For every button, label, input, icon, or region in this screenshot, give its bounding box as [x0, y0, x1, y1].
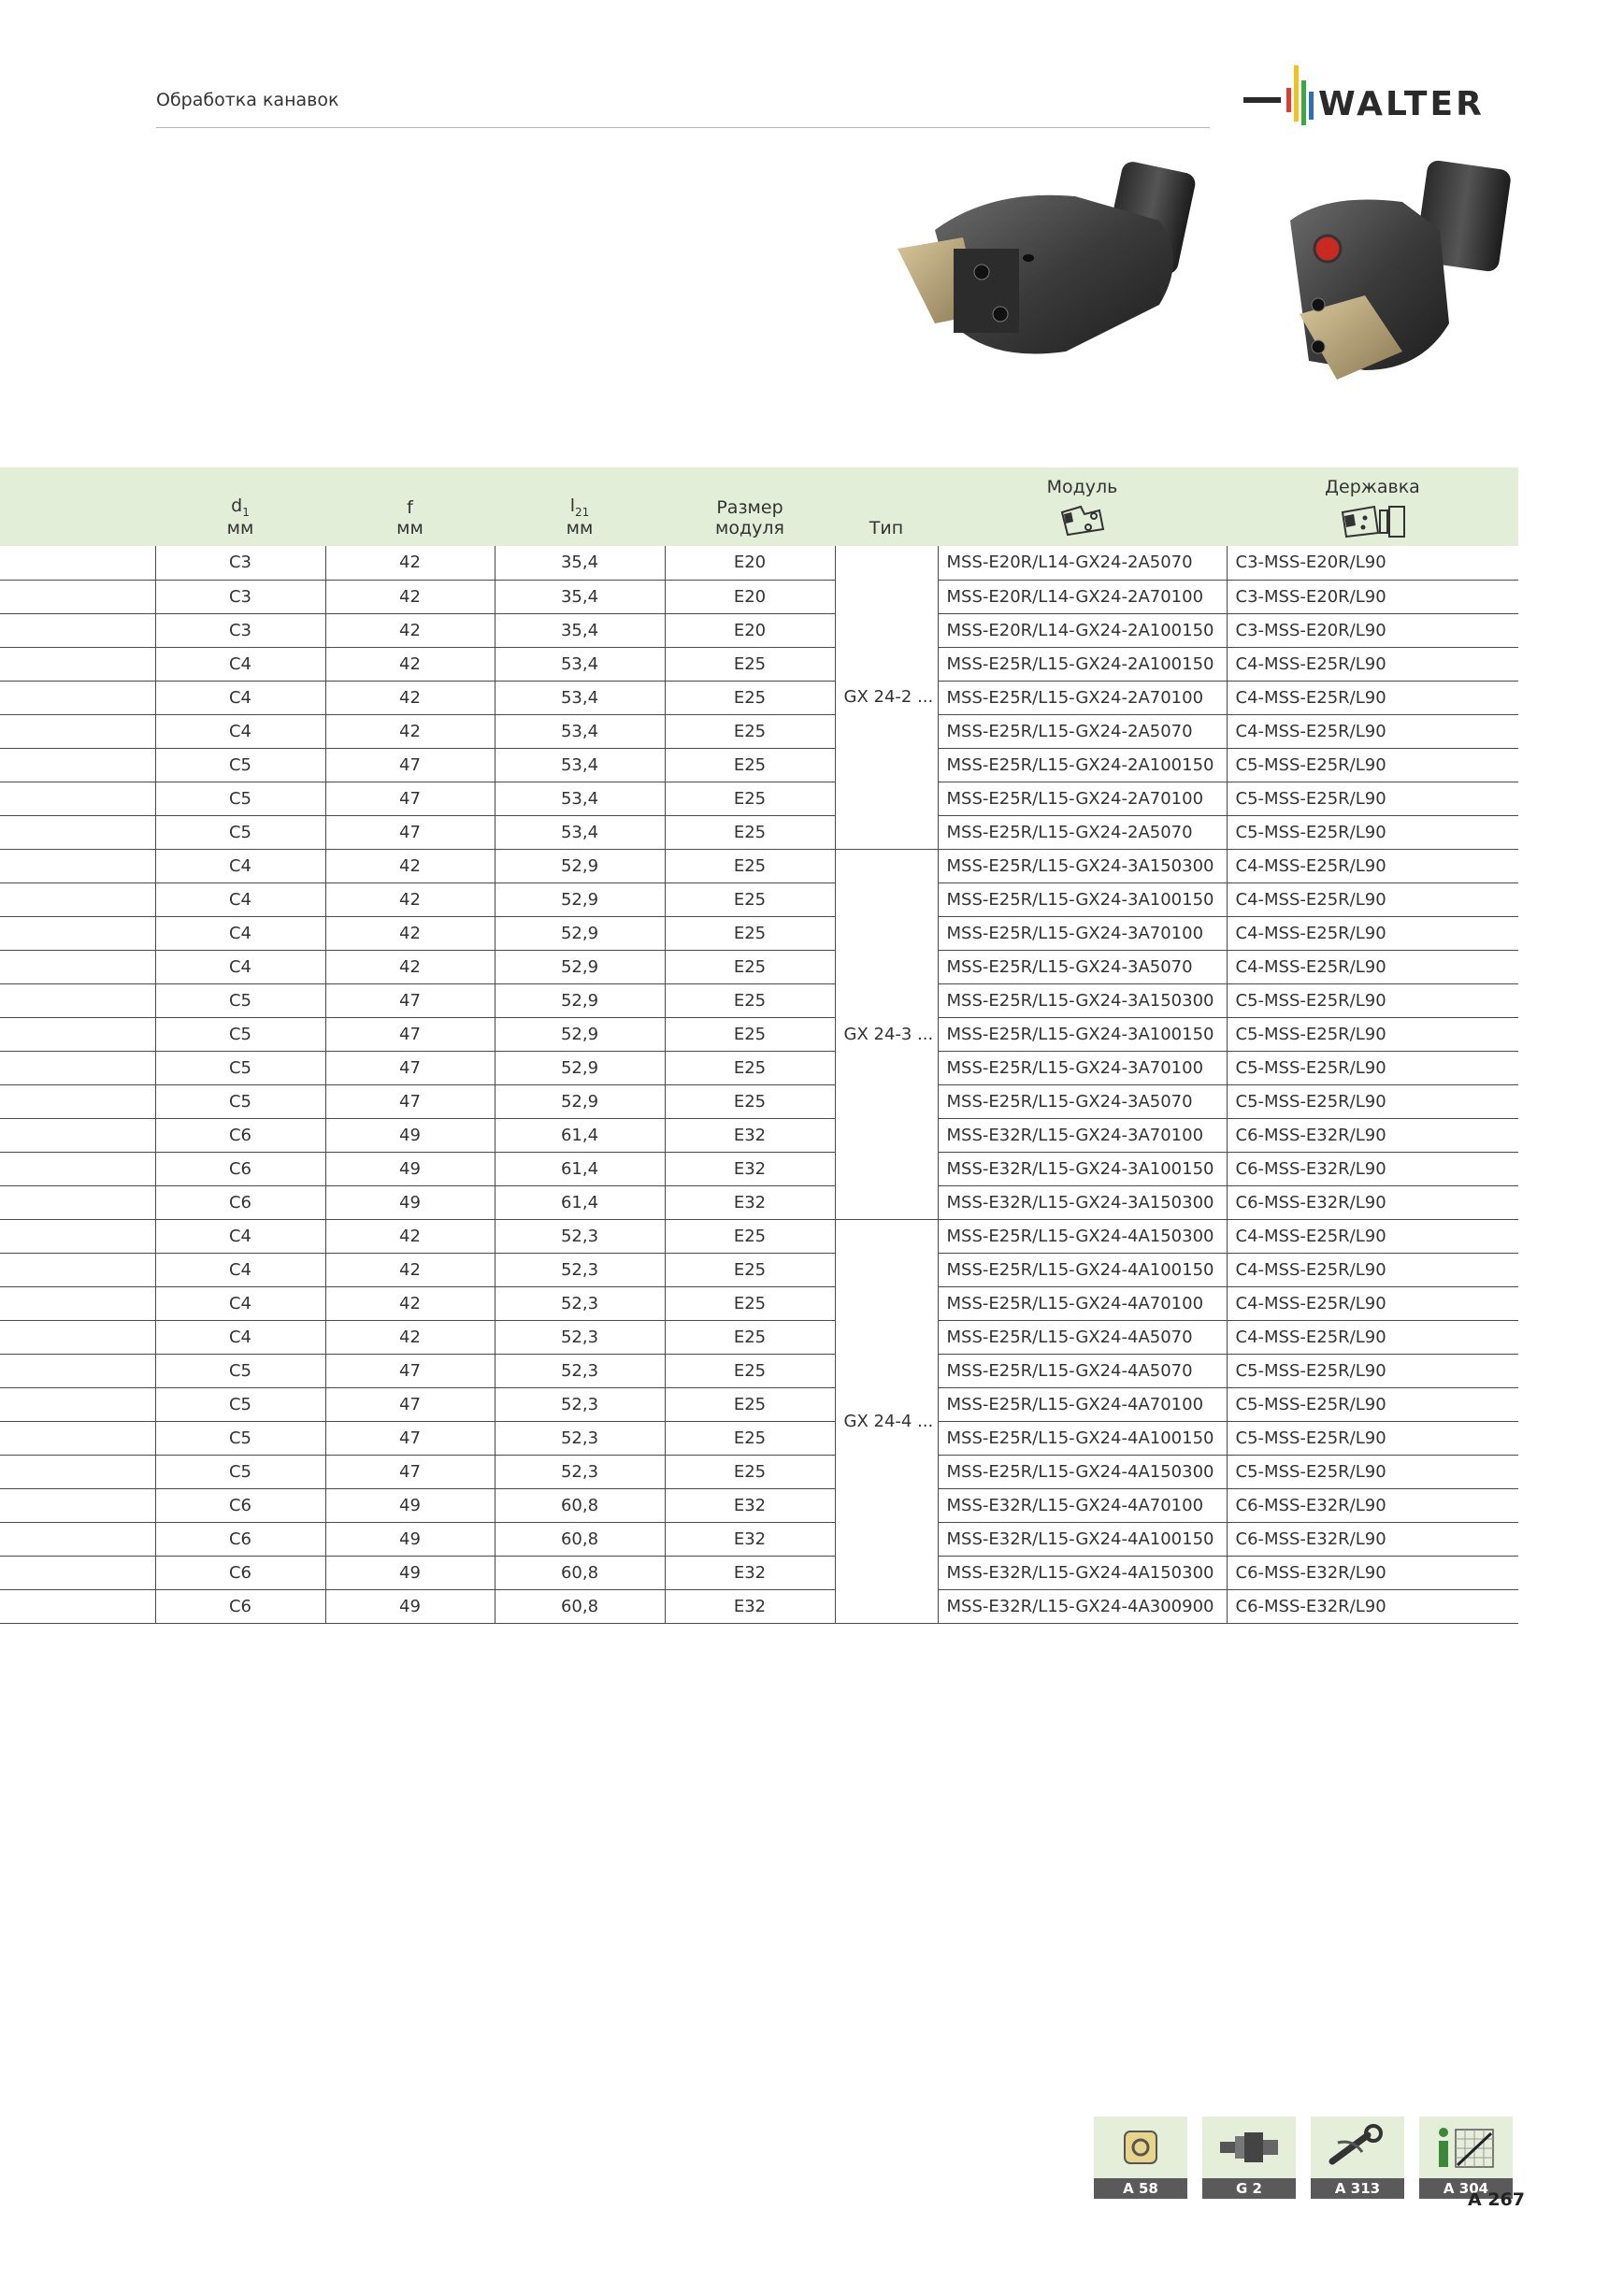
cell-d1: C6 — [155, 1522, 325, 1556]
cell-module-code: MSS-E25R/L15-GX24-3A100150 — [938, 883, 1227, 916]
cell-type: GX 24-3 ... — [835, 849, 938, 1219]
cell-module-size: E20 — [665, 580, 835, 613]
cell-holder-code: C5-MSS-E25R/L90 — [1227, 1017, 1518, 1051]
cell-module-code: MSS-E25R/L15-GX24-3A70100 — [938, 1051, 1227, 1084]
cell-module-size: E32 — [665, 1152, 835, 1185]
row-blank-cell — [0, 883, 155, 916]
cell-holder-code: C4-MSS-E25R/L90 — [1227, 916, 1518, 950]
cell-d1: C4 — [155, 1320, 325, 1354]
cell-f: 47 — [325, 815, 495, 849]
table-row — [0, 580, 1518, 613]
cell-l21: 35,4 — [495, 580, 665, 613]
cell-f: 42 — [325, 883, 495, 916]
table-row — [0, 1387, 1518, 1421]
reference-links — [1094, 2117, 1513, 2199]
cell-d1: C4 — [155, 681, 325, 714]
table-row — [0, 983, 1518, 1017]
reference-wrench[interactable]: A 313 — [1311, 2117, 1404, 2199]
cell-holder-code: C6-MSS-E32R/L90 — [1227, 1522, 1518, 1556]
cell-f: 49 — [325, 1556, 495, 1589]
cell-module-size: E25 — [665, 1455, 835, 1488]
cell-f: 47 — [325, 1017, 495, 1051]
cell-module-code: MSS-E25R/L15-GX24-3A150300 — [938, 849, 1227, 883]
cell-holder-code: C6-MSS-E32R/L90 — [1227, 1488, 1518, 1522]
cell-module-code: MSS-E20R/L14-GX24-2A70100 — [938, 580, 1227, 613]
row-blank-cell — [0, 748, 155, 782]
header-divider — [156, 127, 1210, 128]
cell-holder-code: C4-MSS-E25R/L90 — [1227, 950, 1518, 983]
cell-module-size: E25 — [665, 681, 835, 714]
row-blank-cell — [0, 546, 155, 580]
table-row — [0, 1488, 1518, 1522]
cell-f: 42 — [325, 613, 495, 647]
reference-insert[interactable]: A 58 — [1094, 2117, 1187, 2199]
cell-type: GX 24-2 ... — [835, 546, 938, 849]
table-row — [0, 849, 1518, 883]
cell-holder-code: C3-MSS-E20R/L90 — [1227, 613, 1518, 647]
table-row — [0, 1320, 1518, 1354]
cell-d1: C3 — [155, 546, 325, 580]
cell-f: 47 — [325, 1421, 495, 1455]
row-blank-cell — [0, 950, 155, 983]
cell-l21: 61,4 — [495, 1185, 665, 1219]
table-row — [0, 1522, 1518, 1556]
header-module-size: Размер модуля — [715, 497, 784, 538]
row-blank-cell — [0, 1488, 155, 1522]
cell-module-code: MSS-E25R/L15-GX24-2A70100 — [938, 782, 1227, 815]
cell-module-code: MSS-E25R/L15-GX24-2A100150 — [938, 647, 1227, 681]
cell-module-code: MSS-E25R/L15-GX24-3A100150 — [938, 1017, 1227, 1051]
cell-module-size: E25 — [665, 714, 835, 748]
cell-module-size: E25 — [665, 1286, 835, 1320]
cell-holder-code: C4-MSS-E25R/L90 — [1227, 1219, 1518, 1253]
cell-module-code: MSS-E25R/L15-GX24-4A5070 — [938, 1354, 1227, 1387]
cell-holder-code: C5-MSS-E25R/L90 — [1227, 1421, 1518, 1455]
cell-d1: C5 — [155, 748, 325, 782]
cell-l21: 52,9 — [495, 1051, 665, 1084]
table-row — [0, 714, 1518, 748]
row-blank-cell — [0, 1522, 155, 1556]
cell-d1: C5 — [155, 1354, 325, 1387]
table-row — [0, 1084, 1518, 1118]
cell-l21: 35,4 — [495, 613, 665, 647]
cell-l21: 60,8 — [495, 1589, 665, 1623]
cell-l21: 52,9 — [495, 950, 665, 983]
table-row — [0, 1556, 1518, 1589]
header-module: Модуль — [938, 467, 1227, 546]
cell-f: 47 — [325, 1354, 495, 1387]
cell-f: 47 — [325, 1051, 495, 1084]
cell-f: 42 — [325, 1219, 495, 1253]
cell-holder-code: C5-MSS-E25R/L90 — [1227, 1455, 1518, 1488]
cell-module-code: MSS-E25R/L15-GX24-2A5070 — [938, 714, 1227, 748]
cell-module-code: MSS-E20R/L14-GX24-2A5070 — [938, 546, 1227, 580]
tool-holder-icon — [1216, 2127, 1282, 2168]
cell-module-code: MSS-E25R/L15-GX24-2A5070 — [938, 815, 1227, 849]
cell-module-size: E25 — [665, 647, 835, 681]
cell-l21: 52,9 — [495, 983, 665, 1017]
row-blank-cell — [0, 1084, 155, 1118]
cell-d1: C3 — [155, 613, 325, 647]
cell-d1: C5 — [155, 1455, 325, 1488]
table-row — [0, 1589, 1518, 1623]
cell-d1: C6 — [155, 1118, 325, 1152]
row-blank-cell — [0, 782, 155, 815]
section-title: Обработка канавок — [156, 90, 339, 110]
cell-l21: 52,3 — [495, 1286, 665, 1320]
page-number: A 267 — [1468, 2189, 1525, 2210]
cell-l21: 52,3 — [495, 1455, 665, 1488]
cell-d1: C4 — [155, 647, 325, 681]
cell-module-code: MSS-E25R/L15-GX24-3A5070 — [938, 950, 1227, 983]
cell-f: 42 — [325, 647, 495, 681]
cell-module-code: MSS-E25R/L15-GX24-2A100150 — [938, 748, 1227, 782]
cell-module-size: E25 — [665, 950, 835, 983]
cell-module-size: E25 — [665, 1017, 835, 1051]
row-blank-cell — [0, 1051, 155, 1084]
cell-l21: 52,9 — [495, 916, 665, 950]
holder-icon — [1337, 501, 1408, 538]
row-blank-cell — [0, 1387, 155, 1421]
cell-l21: 61,4 — [495, 1118, 665, 1152]
cell-f: 49 — [325, 1488, 495, 1522]
cell-module-size: E20 — [665, 546, 835, 580]
table-row — [0, 1421, 1518, 1455]
row-blank-cell — [0, 1455, 155, 1488]
cell-d1: C4 — [155, 916, 325, 950]
cell-l21: 60,8 — [495, 1556, 665, 1589]
cell-module-size: E32 — [665, 1488, 835, 1522]
cell-holder-code: C5-MSS-E25R/L90 — [1227, 1354, 1518, 1387]
cell-l21: 53,4 — [495, 714, 665, 748]
module-icon — [1056, 501, 1109, 538]
cell-l21: 53,4 — [495, 681, 665, 714]
row-blank-cell — [0, 1219, 155, 1253]
cell-l21: 52,9 — [495, 883, 665, 916]
table-header-row — [0, 467, 1518, 546]
cell-holder-code: C6-MSS-E32R/L90 — [1227, 1185, 1518, 1219]
cell-holder-code: C5-MSS-E25R/L90 — [1227, 1387, 1518, 1421]
header-f: f мм — [396, 497, 424, 538]
cell-f: 42 — [325, 1286, 495, 1320]
cell-holder-code: C6-MSS-E32R/L90 — [1227, 1589, 1518, 1623]
cell-module-code: MSS-E32R/L15-GX24-4A70100 — [938, 1488, 1227, 1522]
cell-d1: C4 — [155, 1286, 325, 1320]
cell-f: 49 — [325, 1152, 495, 1185]
cell-module-size: E32 — [665, 1118, 835, 1152]
cell-module-size: E25 — [665, 883, 835, 916]
row-blank-cell — [0, 983, 155, 1017]
insert-icon — [1117, 2124, 1164, 2171]
cell-module-size: E25 — [665, 1219, 835, 1253]
cell-module-code: MSS-E25R/L15-GX24-3A5070 — [938, 1084, 1227, 1118]
row-blank-cell — [0, 916, 155, 950]
cell-holder-code: C4-MSS-E25R/L90 — [1227, 714, 1518, 748]
row-blank-cell — [0, 849, 155, 883]
cell-module-size: E32 — [665, 1556, 835, 1589]
cell-holder-code: C5-MSS-E25R/L90 — [1227, 815, 1518, 849]
cell-module-code: MSS-E32R/L15-GX24-4A150300 — [938, 1556, 1227, 1589]
cell-module-code: MSS-E25R/L15-GX24-3A150300 — [938, 983, 1227, 1017]
cell-l21: 53,4 — [495, 782, 665, 815]
cell-module-code: MSS-E25R/L15-GX24-4A5070 — [938, 1320, 1227, 1354]
product-photo — [879, 155, 1518, 408]
cell-holder-code: C4-MSS-E25R/L90 — [1227, 883, 1518, 916]
cell-module-size: E25 — [665, 1253, 835, 1286]
cell-d1: C4 — [155, 950, 325, 983]
cell-d1: C5 — [155, 1084, 325, 1118]
row-blank-cell — [0, 1421, 155, 1455]
cell-holder-code: C4-MSS-E25R/L90 — [1227, 647, 1518, 681]
row-blank-cell — [0, 1185, 155, 1219]
row-blank-cell — [0, 1589, 155, 1623]
cell-f: 47 — [325, 782, 495, 815]
row-blank-cell — [0, 613, 155, 647]
cell-l21: 60,8 — [495, 1488, 665, 1522]
cell-l21: 52,9 — [495, 849, 665, 883]
cell-d1: C5 — [155, 782, 325, 815]
cell-f: 47 — [325, 983, 495, 1017]
cell-holder-code: C4-MSS-E25R/L90 — [1227, 1253, 1518, 1286]
header-blank — [0, 467, 155, 546]
table-row — [0, 815, 1518, 849]
cell-module-size: E25 — [665, 1354, 835, 1387]
cell-holder-code: C5-MSS-E25R/L90 — [1227, 782, 1518, 815]
row-blank-cell — [0, 647, 155, 681]
cell-module-code: MSS-E25R/L15-GX24-3A70100 — [938, 916, 1227, 950]
cell-l21: 53,4 — [495, 815, 665, 849]
table-row — [0, 1152, 1518, 1185]
row-blank-cell — [0, 1320, 155, 1354]
table-row — [0, 1017, 1518, 1051]
cell-module-code: MSS-E25R/L15-GX24-4A100150 — [938, 1253, 1227, 1286]
cell-f: 49 — [325, 1118, 495, 1152]
row-blank-cell — [0, 1556, 155, 1589]
table-row — [0, 1118, 1518, 1152]
cell-f: 47 — [325, 748, 495, 782]
walter-logo — [1243, 60, 1518, 131]
row-blank-cell — [0, 1017, 155, 1051]
cell-l21: 52,3 — [495, 1320, 665, 1354]
cell-module-size: E25 — [665, 748, 835, 782]
table-row — [0, 546, 1518, 580]
cell-f: 42 — [325, 916, 495, 950]
cell-d1: C5 — [155, 815, 325, 849]
header-type: Тип — [869, 518, 904, 538]
header-holder: Державка — [1227, 467, 1518, 546]
row-blank-cell — [0, 714, 155, 748]
cell-d1: C6 — [155, 1589, 325, 1623]
cell-l21: 52,3 — [495, 1219, 665, 1253]
table-row — [0, 681, 1518, 714]
cell-module-code: MSS-E25R/L15-GX24-4A150300 — [938, 1455, 1227, 1488]
cell-module-code: MSS-E32R/L15-GX24-4A300900 — [938, 1589, 1227, 1623]
cell-d1: C4 — [155, 1219, 325, 1253]
header-l21: $l_{21}$ мм — [566, 495, 594, 538]
cell-d1: C5 — [155, 1051, 325, 1084]
table-row — [0, 916, 1518, 950]
cell-module-code: MSS-E25R/L15-GX24-4A70100 — [938, 1286, 1227, 1320]
cell-f: 42 — [325, 714, 495, 748]
cell-f: 47 — [325, 1084, 495, 1118]
table-row — [0, 647, 1518, 681]
cell-module-code: MSS-E32R/L15-GX24-3A100150 — [938, 1152, 1227, 1185]
row-blank-cell — [0, 1118, 155, 1152]
cell-holder-code: C6-MSS-E32R/L90 — [1227, 1118, 1518, 1152]
cell-module-size: E25 — [665, 782, 835, 815]
cell-f: 42 — [325, 950, 495, 983]
cell-module-size: E25 — [665, 983, 835, 1017]
table-row — [0, 883, 1518, 916]
table-row — [0, 782, 1518, 815]
row-blank-cell — [0, 580, 155, 613]
cell-f: 49 — [325, 1185, 495, 1219]
cell-module-size: E32 — [665, 1589, 835, 1623]
cell-f: 42 — [325, 1253, 495, 1286]
table-row — [0, 748, 1518, 782]
cell-module-size: E25 — [665, 1320, 835, 1354]
cell-holder-code: C4-MSS-E25R/L90 — [1227, 849, 1518, 883]
cell-type: GX 24-4 ... — [835, 1219, 938, 1623]
cell-holder-code: C4-MSS-E25R/L90 — [1227, 1320, 1518, 1354]
cell-l21: 52,3 — [495, 1253, 665, 1286]
product-table — [0, 467, 1518, 1624]
cell-f: 49 — [325, 1522, 495, 1556]
cell-l21: 35,4 — [495, 546, 665, 580]
cell-d1: C4 — [155, 849, 325, 883]
table-row — [0, 1051, 1518, 1084]
row-blank-cell — [0, 1253, 155, 1286]
cell-holder-code: C5-MSS-E25R/L90 — [1227, 1084, 1518, 1118]
svg-text:WALTER: WALTER — [1318, 85, 1485, 123]
cell-d1: C3 — [155, 580, 325, 613]
cell-l21: 52,3 — [495, 1421, 665, 1455]
cell-module-code: MSS-E25R/L15-GX24-4A70100 — [938, 1387, 1227, 1421]
cell-holder-code: C6-MSS-E32R/L90 — [1227, 1152, 1518, 1185]
cell-holder-code: C3-MSS-E20R/L90 — [1227, 580, 1518, 613]
cell-holder-code: C6-MSS-E32R/L90 — [1227, 1556, 1518, 1589]
header-d1: $d_1$ мм — [226, 495, 254, 538]
cell-l21: 61,4 — [495, 1152, 665, 1185]
cell-module-size: E25 — [665, 1084, 835, 1118]
info-chart-icon — [1433, 2124, 1499, 2171]
cell-d1: C6 — [155, 1185, 325, 1219]
cell-holder-code: C5-MSS-E25R/L90 — [1227, 1051, 1518, 1084]
cell-l21: 52,9 — [495, 1084, 665, 1118]
cell-module-size: E25 — [665, 1387, 835, 1421]
row-blank-cell — [0, 1354, 155, 1387]
row-blank-cell — [0, 815, 155, 849]
cell-module-size: E32 — [665, 1522, 835, 1556]
cell-d1: C6 — [155, 1556, 325, 1589]
cell-module-size: E25 — [665, 1051, 835, 1084]
cell-l21: 53,4 — [495, 748, 665, 782]
cell-module-code: MSS-E25R/L15-GX24-4A100150 — [938, 1421, 1227, 1455]
cell-holder-code: C5-MSS-E25R/L90 — [1227, 748, 1518, 782]
cell-module-code: MSS-E25R/L15-GX24-4A150300 — [938, 1219, 1227, 1253]
cell-module-code: MSS-E32R/L15-GX24-3A70100 — [938, 1118, 1227, 1152]
cell-f: 42 — [325, 580, 495, 613]
table-row — [0, 1455, 1518, 1488]
cell-module-size: E25 — [665, 849, 835, 883]
cell-module-code: MSS-E25R/L15-GX24-2A70100 — [938, 681, 1227, 714]
cell-module-size: E25 — [665, 1421, 835, 1455]
cell-f: 49 — [325, 1589, 495, 1623]
cell-holder-code: C4-MSS-E25R/L90 — [1227, 1286, 1518, 1320]
table-row — [0, 613, 1518, 647]
cell-l21: 52,3 — [495, 1387, 665, 1421]
cell-l21: 52,3 — [495, 1354, 665, 1387]
table-row — [0, 950, 1518, 983]
cell-d1: C4 — [155, 883, 325, 916]
cell-module-code: MSS-E32R/L15-GX24-4A100150 — [938, 1522, 1227, 1556]
cell-f: 42 — [325, 681, 495, 714]
cell-module-size: E20 — [665, 613, 835, 647]
cell-d1: C6 — [155, 1488, 325, 1522]
cell-l21: 53,4 — [495, 647, 665, 681]
cell-d1: C5 — [155, 983, 325, 1017]
row-blank-cell — [0, 1152, 155, 1185]
row-blank-cell — [0, 681, 155, 714]
table-row — [0, 1354, 1518, 1387]
cell-module-size: E32 — [665, 1185, 835, 1219]
cell-d1: C5 — [155, 1421, 325, 1455]
cell-module-code: MSS-E32R/L15-GX24-3A150300 — [938, 1185, 1227, 1219]
wrench-icon — [1325, 2124, 1390, 2171]
cell-module-code: MSS-E20R/L14-GX24-2A100150 — [938, 613, 1227, 647]
cell-d1: C4 — [155, 714, 325, 748]
cell-module-size: E25 — [665, 815, 835, 849]
cell-l21: 60,8 — [495, 1522, 665, 1556]
cell-d1: C4 — [155, 1253, 325, 1286]
cell-d1: C5 — [155, 1387, 325, 1421]
row-blank-cell — [0, 1286, 155, 1320]
reference-tool-holder[interactable]: G 2 — [1202, 2117, 1296, 2199]
cell-f: 47 — [325, 1455, 495, 1488]
cell-holder-code: C5-MSS-E25R/L90 — [1227, 983, 1518, 1017]
cell-d1: C5 — [155, 1017, 325, 1051]
cell-d1: C6 — [155, 1152, 325, 1185]
reference-info[interactable]: A 304 — [1419, 2117, 1513, 2199]
cell-f: 42 — [325, 546, 495, 580]
cell-holder-code: C3-MSS-E20R/L90 — [1227, 546, 1518, 580]
table-row — [0, 1253, 1518, 1286]
cell-l21: 52,9 — [495, 1017, 665, 1051]
table-row — [0, 1286, 1518, 1320]
cell-f: 47 — [325, 1387, 495, 1421]
cell-f: 42 — [325, 849, 495, 883]
table-row — [0, 1185, 1518, 1219]
cell-f: 42 — [325, 1320, 495, 1354]
table-row — [0, 1219, 1518, 1253]
cell-holder-code: C4-MSS-E25R/L90 — [1227, 681, 1518, 714]
cell-module-size: E25 — [665, 916, 835, 950]
